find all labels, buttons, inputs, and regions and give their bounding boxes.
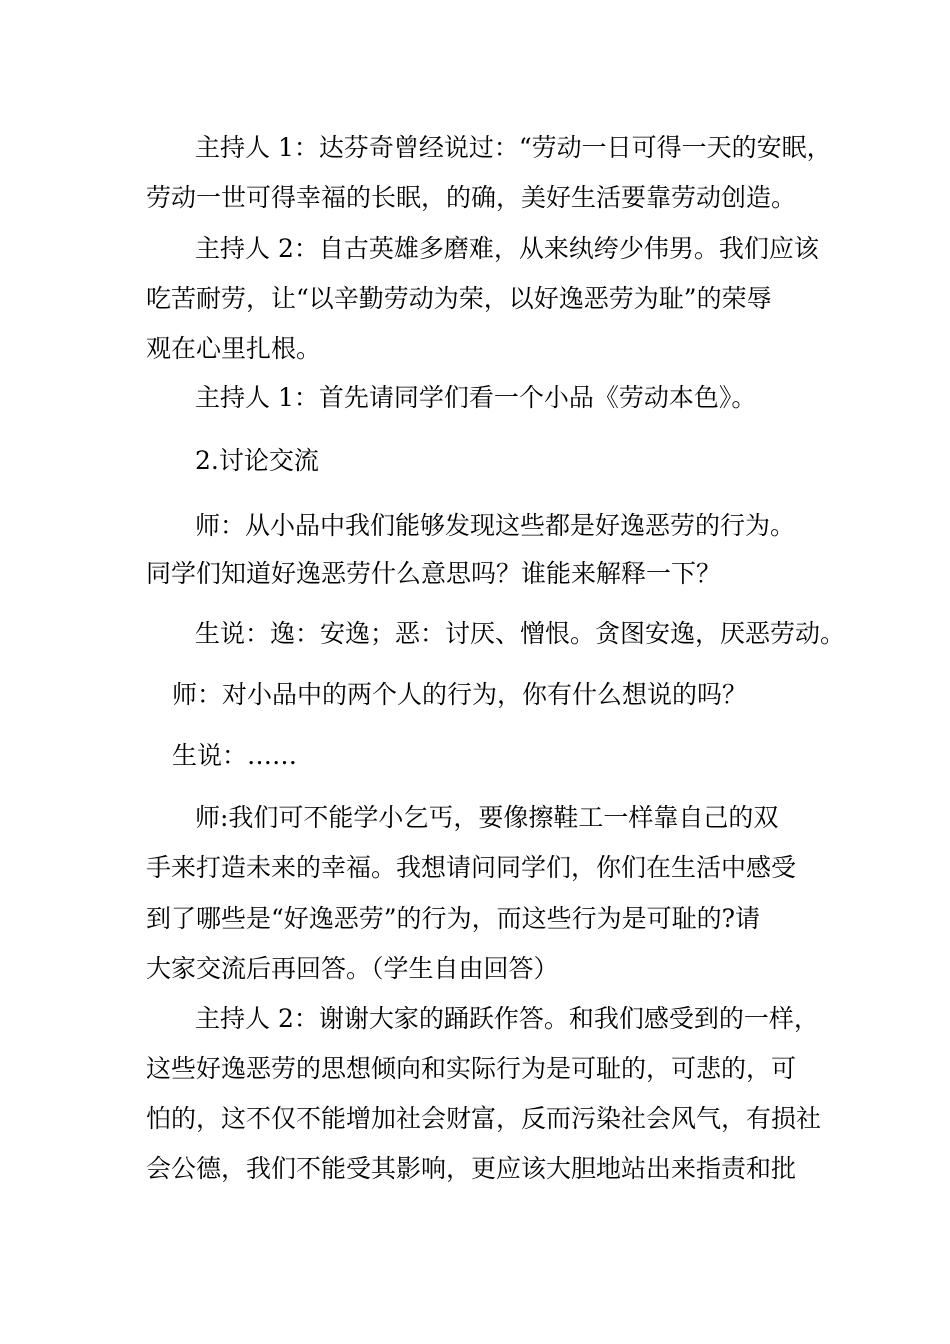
text-line: 主持人 2：自古英雄多磨难，从来纨绔少伟男。我们应该 bbox=[195, 234, 819, 263]
text-line: 生说：…… bbox=[172, 741, 298, 770]
text-line: 主持人 1：首先请同学们看一个小品《劳动本色》。 bbox=[195, 383, 757, 412]
text-line: 观在心里扎根。 bbox=[146, 334, 322, 363]
text-line: 师：对小品中的两个人的行为，你有什么想说的吗？ bbox=[172, 680, 748, 709]
text-line: 大家交流后再回答。（学生自由回答） bbox=[146, 954, 559, 983]
text-line: 同学们知道好逸恶劳什么意思吗？谁能来解释一下？ bbox=[146, 559, 722, 588]
text-line: 会公德，我们不能受其影响，更应该大胆地站出来指责和批 bbox=[146, 1154, 797, 1183]
text-line: 劳动一世可得幸福的长眠，的确，美好生活要靠劳动创造。 bbox=[146, 183, 797, 212]
text-line: 主持人 1：达芬奇曾经说过：“劳动一日可得一天的安眠， bbox=[195, 133, 832, 162]
text-line: 手来打造未来的幸福。我想请问同学们，你们在生活中感受 bbox=[146, 853, 797, 882]
text-line: 这些好逸恶劳的思想倾向和实际行为是可耻的，可悲的，可 bbox=[146, 1054, 797, 1083]
text-line: 到了哪些是“好逸恶劳”的行为，而这些行为是可耻的?请 bbox=[146, 904, 760, 933]
text-line: 师：从小品中我们能够发现这些都是好逸恶劳的行为。 bbox=[195, 511, 796, 540]
text-line: 怕的，这不仅不能增加社会财富，反而污染社会风气，有损社 bbox=[146, 1104, 822, 1133]
section-heading: 2.讨论交流 bbox=[195, 446, 319, 475]
text-line: 主持人 2：谢谢大家的踊跃作答。和我们感受到的一样， bbox=[195, 1004, 819, 1033]
text-line: 吃苦耐劳，让“以辛勤劳动为荣，以好逸恶劳为耻”的荣辱 bbox=[146, 284, 772, 313]
text-line: 生说：逸：安逸；恶：讨厌、憎恨。贪图安逸，厌恶劳动。 bbox=[195, 619, 846, 648]
text-line: 师:我们可不能学小乞丐，要像擦鞋工一样靠自己的双 bbox=[195, 803, 779, 832]
